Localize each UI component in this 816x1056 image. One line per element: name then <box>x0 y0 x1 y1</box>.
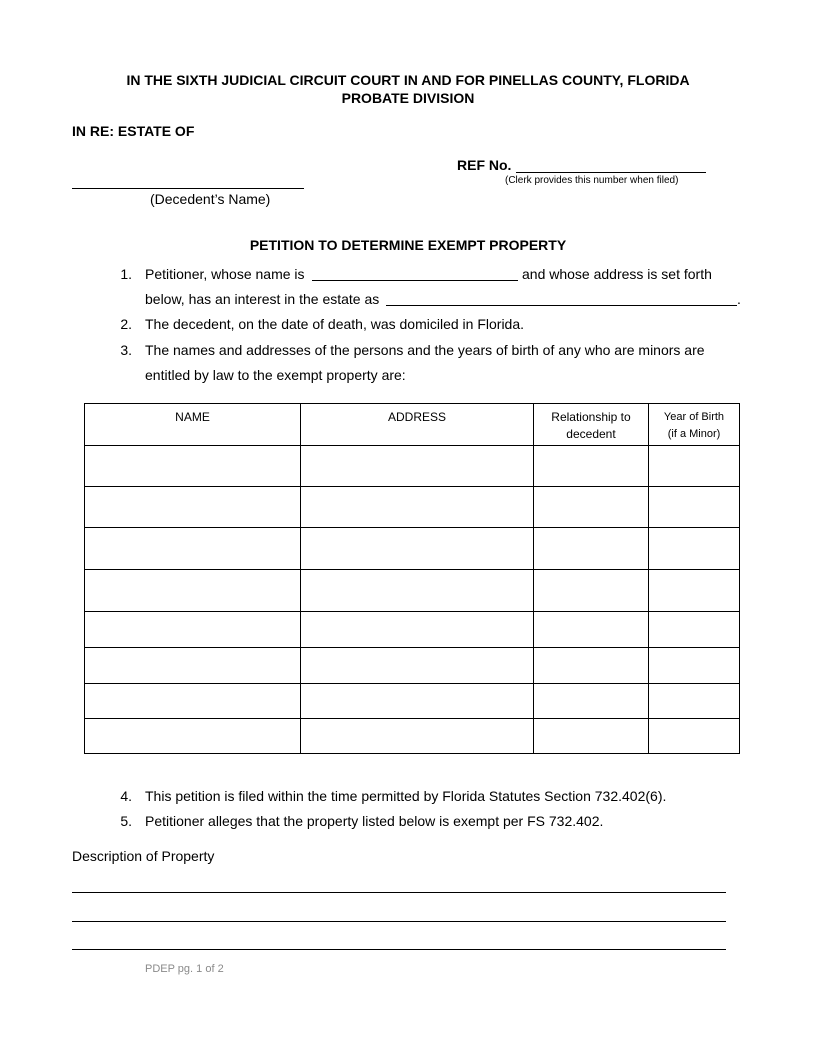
paragraph-2-text: The decedent, on the date of death, was domiciled in Florida. <box>145 316 525 332</box>
table-cell-name[interactable] <box>85 528 301 570</box>
column-header-address: ADDRESS <box>301 404 534 446</box>
table-cell-year[interactable] <box>649 684 740 719</box>
table-header-row <box>85 404 740 446</box>
table-cell-address[interactable] <box>301 719 534 754</box>
ref-label: REF No. <box>457 157 512 173</box>
paragraph-5-number: 5. <box>120 813 132 829</box>
table-cell-address[interactable] <box>301 528 534 570</box>
paragraph-4-text: This petition is filed within the time permitted by Florida Statutes Section 732.402(6). <box>145 788 667 804</box>
table-cell-year[interactable] <box>649 487 740 528</box>
paragraph-3-line-1: The names and addresses of the persons and the years of birth of any who are minors are <box>145 342 705 358</box>
table-row <box>85 684 740 719</box>
paragraph-1-text-c: below, has an interest in the estate as <box>145 291 380 307</box>
petition-title: PETITION TO DETERMINE EXEMPT PROPERTY <box>249 237 567 253</box>
table-row <box>85 446 740 487</box>
table-cell-name[interactable] <box>85 487 301 528</box>
decedent-name-field[interactable] <box>72 188 304 189</box>
paragraph-3-line-2: entitled by law to the exempt property are: <box>145 367 406 383</box>
table-cell-address[interactable] <box>301 446 534 487</box>
paragraph-2-number: 2. <box>120 316 132 332</box>
court-heading: IN THE SIXTH JUDICIAL CIRCUIT COURT IN AND FOR PINELLAS COUNTY, FLORIDA <box>126 72 690 88</box>
petitioner-name-field[interactable] <box>312 280 518 281</box>
in-re-label: IN RE: ESTATE OF <box>72 123 195 139</box>
table-cell-name[interactable] <box>85 612 301 648</box>
table-cell-year[interactable] <box>649 612 740 648</box>
property-description-line-1[interactable] <box>72 892 726 893</box>
paragraph-4-number: 4. <box>120 788 132 804</box>
table-row <box>85 612 740 648</box>
table-cell-year[interactable] <box>649 719 740 754</box>
table-cell-relationship[interactable] <box>534 487 649 528</box>
table-cell-name[interactable] <box>85 648 301 684</box>
table-row <box>85 570 740 612</box>
ref-note: (Clerk provides this number when filed) <box>505 175 679 186</box>
table-cell-relationship[interactable] <box>534 684 649 719</box>
property-description-label: Description of Property <box>72 848 215 864</box>
interest-field[interactable] <box>386 305 737 306</box>
table-cell-address[interactable] <box>301 487 534 528</box>
table-cell-relationship[interactable] <box>534 719 649 754</box>
table-cell-name[interactable] <box>85 446 301 487</box>
table-cell-address[interactable] <box>301 612 534 648</box>
page-footer: PDEP pg. 1 of 2 <box>145 963 224 975</box>
table-row <box>85 487 740 528</box>
paragraph-1-text-b: and whose address is set forth <box>522 266 712 282</box>
table-cell-address[interactable] <box>301 648 534 684</box>
property-description-line-3[interactable] <box>72 949 726 950</box>
paragraph-5-text: Petitioner alleges that the property listed below is exempt per FS 732.402. <box>145 813 604 829</box>
table-row <box>85 528 740 570</box>
table-cell-relationship[interactable] <box>534 612 649 648</box>
table-row <box>85 648 740 684</box>
decedent-label: (Decedent’s Name) <box>150 191 271 207</box>
table-cell-year[interactable] <box>649 446 740 487</box>
table-cell-year[interactable] <box>649 528 740 570</box>
paragraph-1-number: 1. <box>120 266 132 282</box>
table-cell-name[interactable] <box>85 719 301 754</box>
table-cell-name[interactable] <box>85 684 301 719</box>
paragraph-3-number: 3. <box>120 342 132 358</box>
table-cell-year[interactable] <box>649 648 740 684</box>
table-cell-address[interactable] <box>301 684 534 719</box>
table-cell-relationship[interactable] <box>534 570 649 612</box>
column-header-relationship: Relationship to decedent <box>534 404 649 446</box>
table-cell-address[interactable] <box>301 570 534 612</box>
table-cell-name[interactable] <box>85 570 301 612</box>
column-header-name: NAME <box>85 404 301 446</box>
ref-number-field[interactable] <box>516 172 706 173</box>
paragraph-1-period: . <box>737 291 741 307</box>
table-row <box>85 719 740 754</box>
column-header-year-of-birth: Year of Birth (if a Minor) <box>649 404 740 446</box>
table-cell-relationship[interactable] <box>534 648 649 684</box>
table-cell-relationship[interactable] <box>534 528 649 570</box>
property-description-line-2[interactable] <box>72 921 726 922</box>
table-cell-year[interactable] <box>649 570 740 612</box>
exempt-property-persons-table <box>84 403 740 754</box>
division-heading: PROBATE DIVISION <box>341 90 475 106</box>
paragraph-1-text-a: Petitioner, whose name is <box>145 266 305 282</box>
table-cell-relationship[interactable] <box>534 446 649 487</box>
